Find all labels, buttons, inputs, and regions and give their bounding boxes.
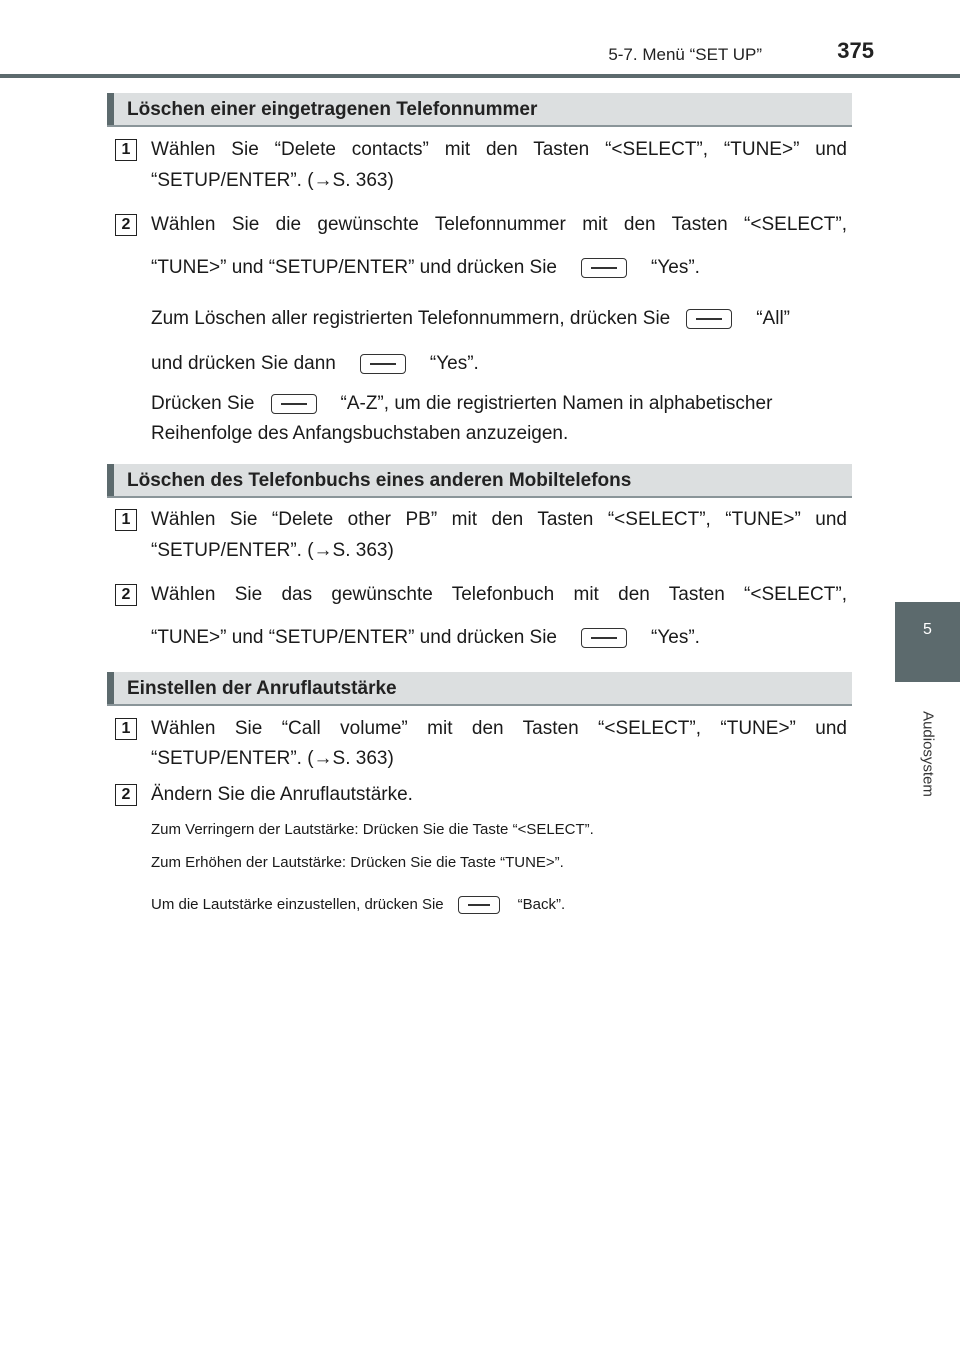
page-header [0,0,960,80]
step-text: Wählen Sie das gewünschte Telefonbuch mit den Tasten “<SELECT”, [151,584,847,605]
step-text: Drücken Sie [151,393,255,414]
step-text: “Yes”. [651,257,700,278]
note-text: Zum Verringern der Lautstärke: Drücken Sie die Taste “<SELECT”. [151,821,594,838]
note-text: Um die Lautstärke einzustellen, drücken Sie [151,896,444,913]
chapter-tab[interactable] [895,602,960,682]
step-number: 2 [115,584,137,606]
step-text: “SETUP/ENTER”. (→S. 363) [151,748,394,769]
step-text: Wählen Sie “Delete other PB” mit den Tasten “<SELECT”, “TUNE>” und [151,509,847,530]
menu-button-icon [581,258,627,278]
note-text: Zum Erhöhen der Lautstärke: Drücken Sie die Taste “TUNE>”. [151,854,564,871]
note-text-with-button [151,896,565,914]
chapter-tab-number: 5 [923,621,932,638]
step-text: Zum Löschen aller registrierten Telefonnummern, drücken Sie [151,308,671,329]
step-text-with-button [151,353,479,375]
step-number: 1 [115,718,137,740]
section-heading-delete-number [107,93,852,127]
step-text: “Yes”. [651,627,700,648]
step-number: 1 [115,139,137,161]
step-text: “A-Z”, um die registrierten Namen in alphabetischer [340,393,773,414]
step-text-with-button [151,308,790,330]
step-text: Reihenfolge des Anfangsbuchstaben anzuzeigen. [151,423,569,444]
step-number: 1 [115,509,137,531]
section-title: Löschen des Telefonbuchs eines anderen Mobiltelefons [127,470,632,491]
menu-button-icon [360,354,406,374]
step-text: “Yes”. [429,353,479,374]
chapter-title: 5-7. Menü “SET UP” [608,45,762,64]
step-text-with-button [151,627,700,649]
step-text: “TUNE>” und “SETUP/ENTER” und drücken Sie [151,627,557,648]
step-text: “SETUP/ENTER”. (→S. 363) [151,540,394,561]
step-text: “SETUP/ENTER”. (→S. 363) [151,170,394,191]
menu-button-icon [686,309,732,329]
step-text: Wählen Sie “Delete contacts” mit den Tasten “<SELECT”, “TUNE>” und [151,139,847,160]
note-text: “Back”. [517,896,566,913]
step-text: Ändern Sie die Anruflautstärke. [151,784,413,805]
menu-button-icon [458,896,500,914]
step-text-with-button [151,393,772,415]
section-title: Löschen einer eingetragenen Telefonnummer [127,99,538,120]
menu-button-icon [581,628,627,648]
step-text: Wählen Sie “Call volume” mit den Tasten “<SELECT”, “TUNE>” und [151,718,847,739]
header-rule [0,74,960,78]
section-heading-call-volume [107,672,852,706]
menu-button-icon [271,394,317,414]
page-number: 375 [837,38,874,63]
chapter-tab-label: Audiosystem [919,711,937,797]
step-text: “All” [756,308,791,329]
step-text: und drücken Sie dann [151,353,336,374]
section-heading-delete-phonebook [107,464,852,498]
step-number: 2 [115,784,137,806]
step-text-with-button [151,257,700,279]
section-title: Einstellen der Anruflautstärke [127,678,397,699]
step-text: Wählen Sie die gewünschte Telefonnummer mit den Tasten “<SELECT”, [151,214,847,235]
step-text: “TUNE>” und “SETUP/ENTER” und drücken Sie [151,257,557,278]
step-number: 2 [115,214,137,236]
